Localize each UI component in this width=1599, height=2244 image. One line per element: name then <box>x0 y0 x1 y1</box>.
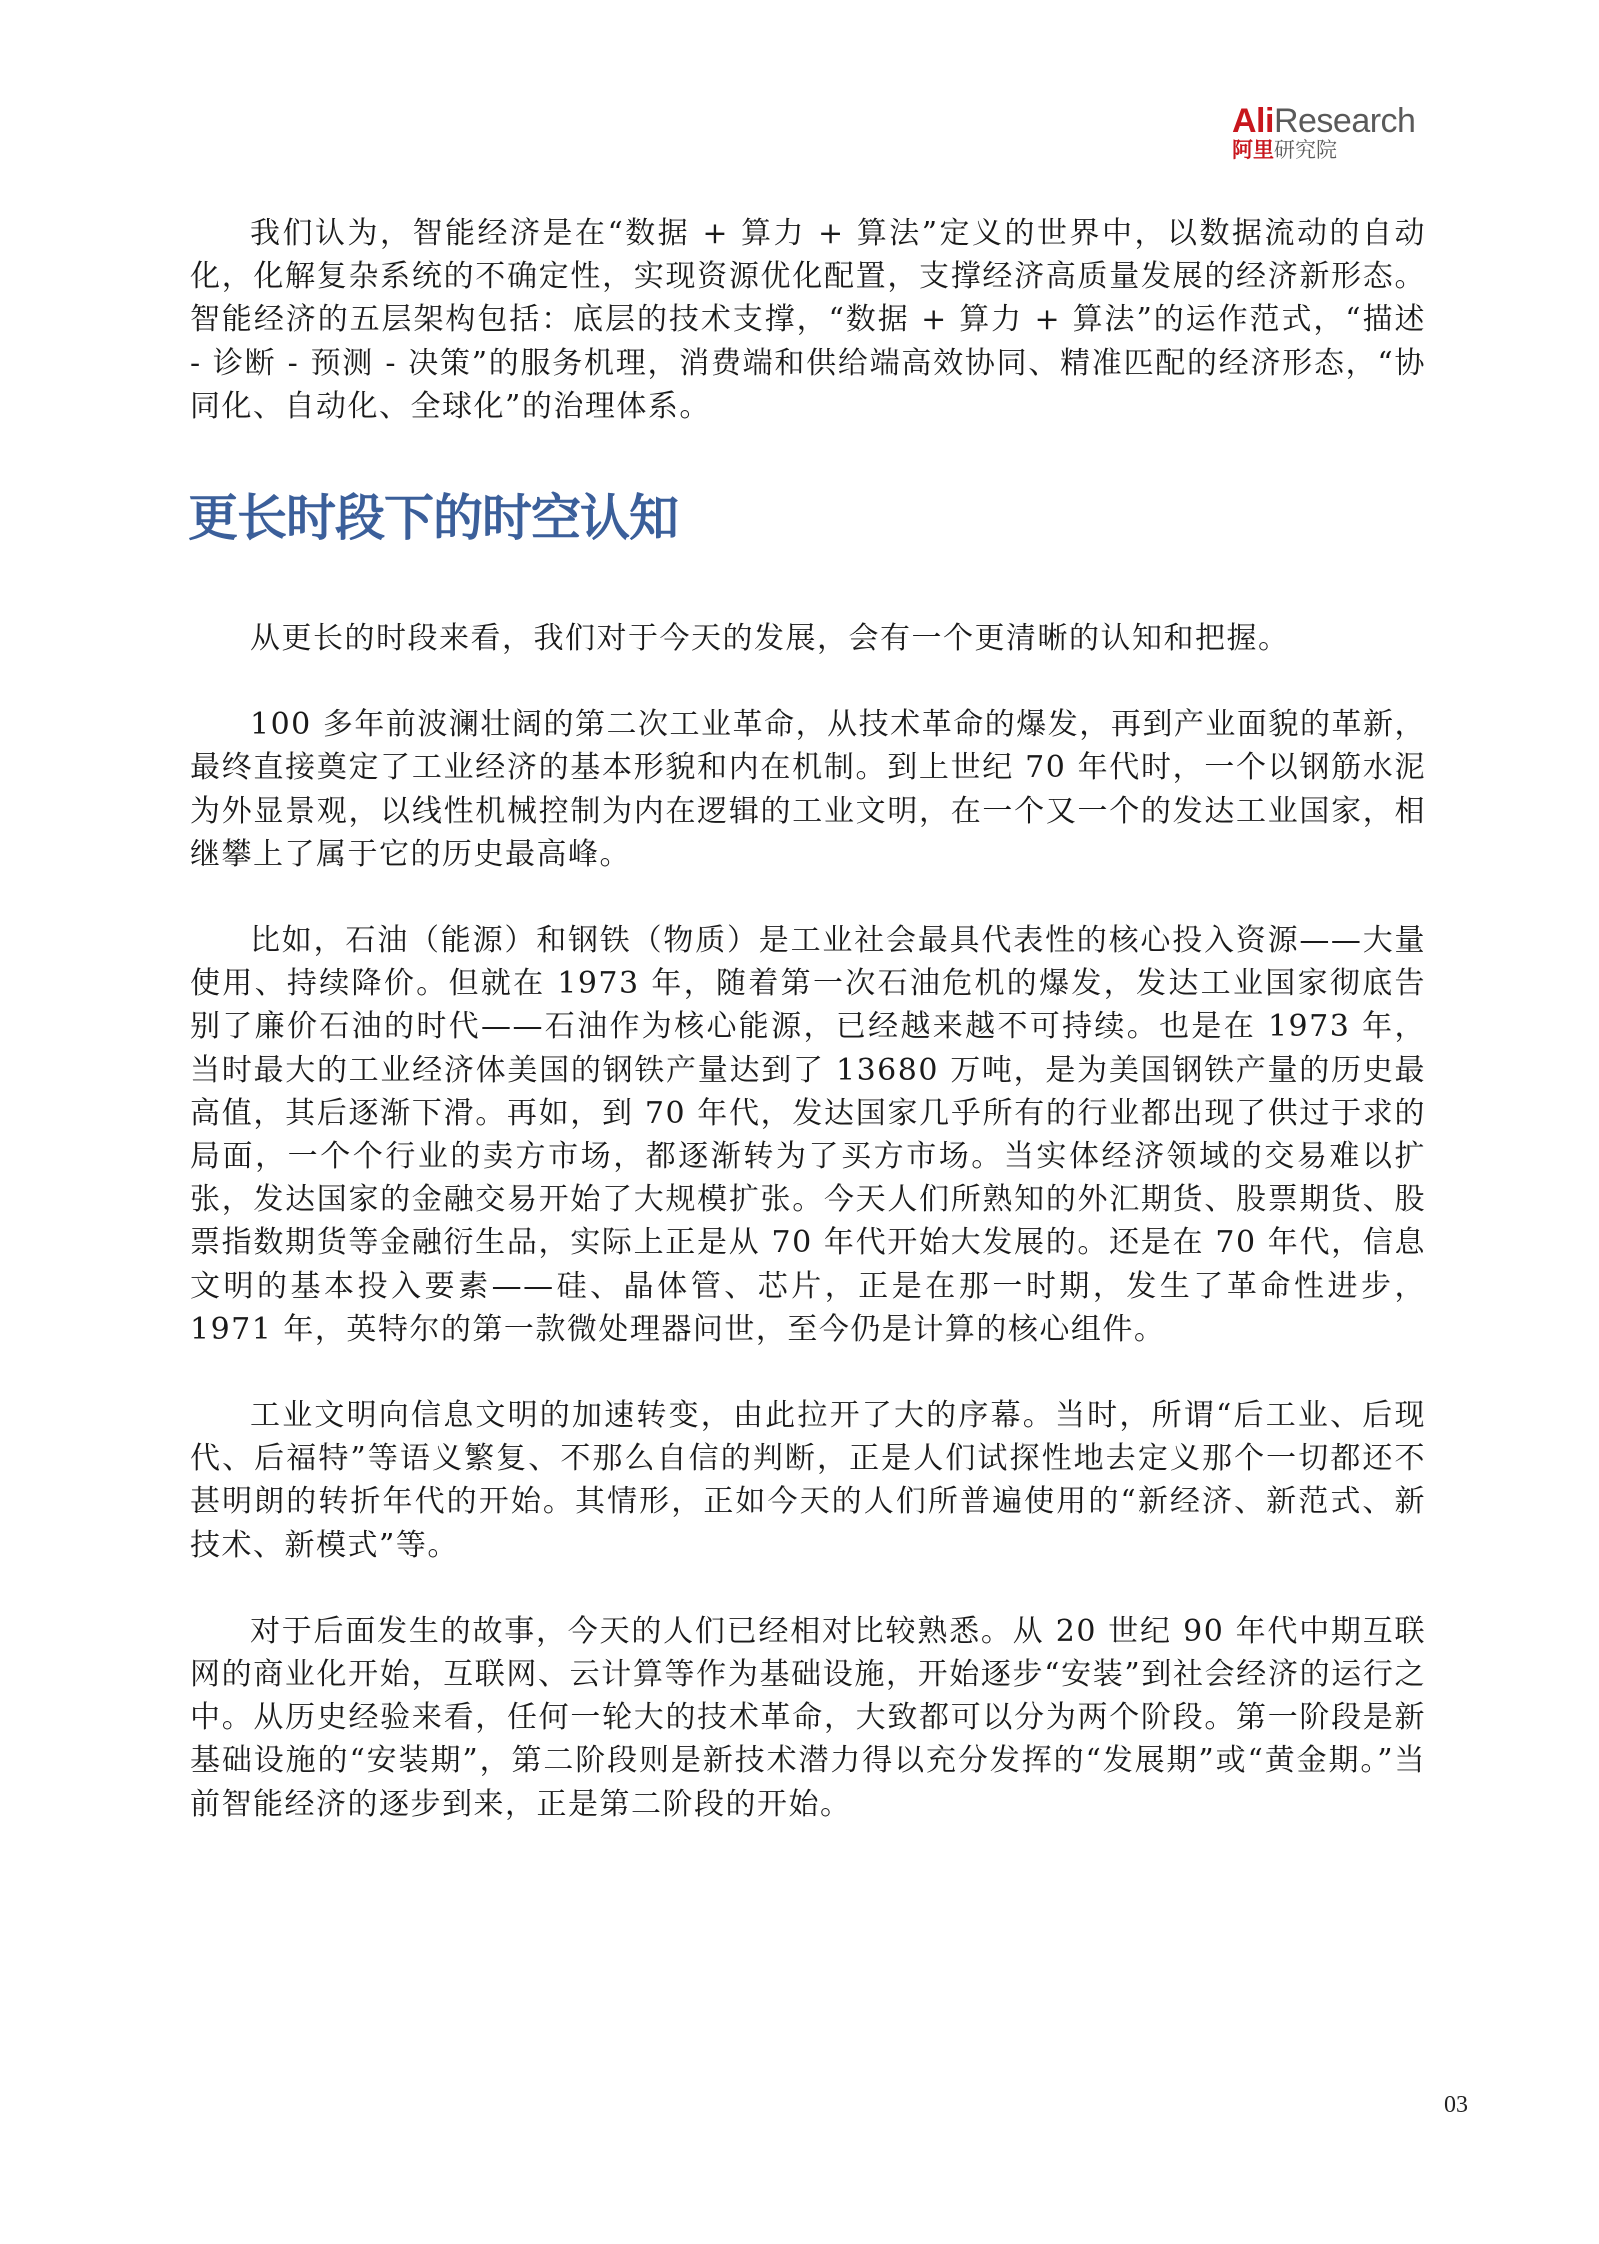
section-body <box>190 617 1426 1826</box>
section-heading: 更长时段下的时空认知 <box>188 489 678 547</box>
logo-chinese-name <box>1232 138 1432 162</box>
aliresearch-logo <box>1232 104 1432 162</box>
body-paragraph: 比如，石油（能源）和钢铁（物质）是工业社会最具代表性的核心投入资源——大量使用、持续降价。但就在 1973 年，随着第一次石油危机的爆发，发达工业国家彻底告别了廉价石油的时代——石油作为核心能源，已经越来越不可持续。也是在 1973 年，当时最大的工业经济体美国的钢铁产量达到了 13680 万吨，是为美国钢铁产量的历史最高值，其后逐渐下滑。再如，到 70 年代，发达国家几乎所有的行业都出现了供过于求的局面，一个个行业的卖方市场，都逐渐转为了买方市场。当实体经济领域的交易难以扩张，发达国家的金融交易开始了大规模扩张。今天人们所熟知的外汇期货、股票期货、股票指数期货等金融衍生品，实际上正是从 70 年代开始大发展的。还是在 70 年代，信息文明的基本投入要素——硅、晶体管、芯片，正是在那一时期，发生了革命性进步，1971 年，英特尔的第一款微处理器问世，至今仍是计算的核心组件。 <box>190 923 1426 1347</box>
logo-ali: Ali <box>1232 102 1274 140</box>
intro-paragraph: 我们认为，智能经济是在“数据 + 算力 + 算法”定义的世界中，以数据流动的自动化，化解复杂系统的不确定性，实现资源优化配置，支撑经济高质量发展的经济新形态。智能经济的五层架构包括：底层的技术支撑，“数据 + 算力 + 算法”的运作范式，“描述 - 诊断 - 预测 - 决策”的服务机理，消费端和供给端高效协同、精准匹配的经济形态，“协同化、自动化、全球化”的治理体系。 <box>190 216 1426 424</box>
body-paragraph: 对于后面发生的故事，今天的人们已经相对比较熟悉。从 20 世纪 90 年代中期互联网的商业化开始，互联网、云计算等作为基础设施，开始逐步“安装”到社会经济的运行之中。从历史经验来看，任何一轮大的技术革命，大致都可以分为两个阶段。第一阶段是新基础设施的“安装期”，第二阶段则是新技术潜力得以充分发挥的“发展期”或“黄金期。”当前智能经济的逐步到来，正是第二阶段的开始。 <box>190 1613 1426 1822</box>
page-number: 03 <box>1444 2092 1468 2118</box>
logo-wordmark <box>1232 104 1432 138</box>
body-paragraph: 100 多年前波澜壮阔的第二次工业革命，从技术革命的爆发，再到产业面貌的革新，最终直接奠定了工业经济的基本形貌和内在机制。到上世纪 70 年代时，一个以钢筋水泥为外显景观，以线性机械控制为内在逻辑的工业文明，在一个又一个的发达工业国家，相继攀上了属于它的历史最高峰。 <box>190 707 1426 872</box>
logo-research: Research <box>1273 102 1416 140</box>
intro-block <box>190 212 1426 428</box>
logo-cn-institute: 研究院 <box>1274 138 1337 162</box>
body-paragraph: 工业文明向信息文明的加速转变，由此拉开了大的序幕。当时，所谓“后工业、后现代、后福特”等语义繁复、不那么自信的判断，正是人们试探性地去定义那个一切都还不甚明朗的转折年代的开始。其情形，正如今天的人们所普遍使用的“新经济、新范式、新技术、新模式”等。 <box>190 1398 1426 1563</box>
body-paragraph: 从更长的时段来看，我们对于今天的发展，会有一个更清晰的认知和把握。 <box>250 621 1290 656</box>
logo-cn-ali: 阿里 <box>1232 138 1274 162</box>
